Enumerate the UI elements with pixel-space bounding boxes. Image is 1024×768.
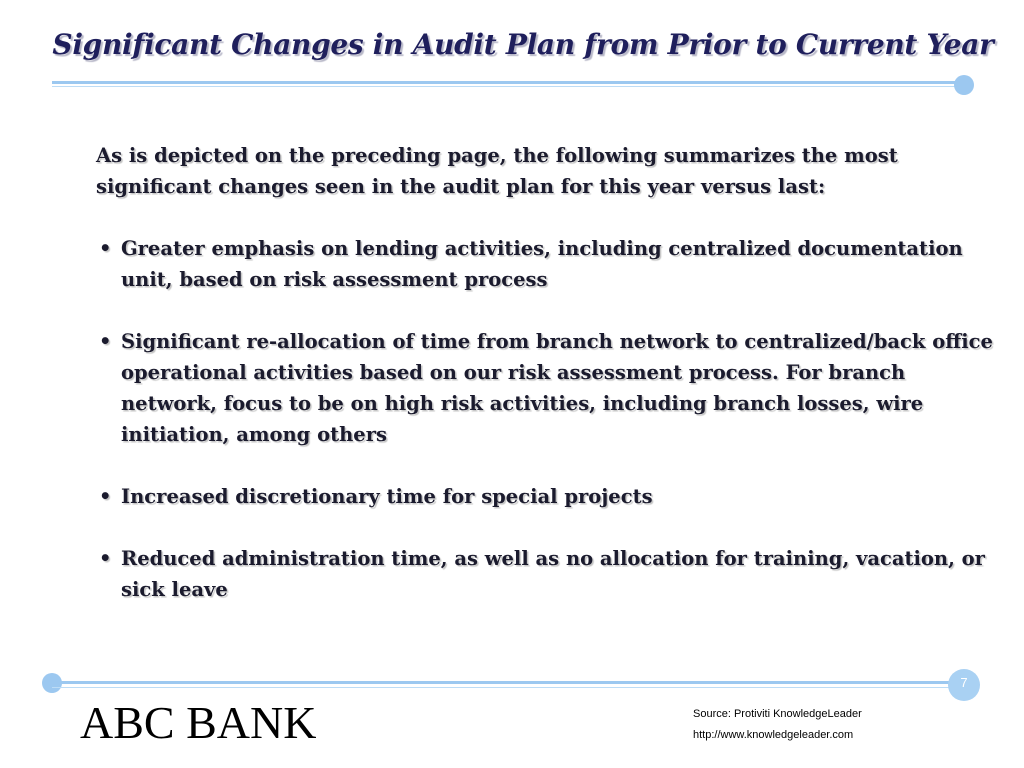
bullet-item [96,481,996,512]
slide-body [96,140,996,636]
bullet-icon: • [99,485,112,508]
bullet-icon: • [99,547,112,570]
source-url-link[interactable]: http://www.knowledgeleader.com [693,729,854,741]
intro-paragraph: As is depicted on the preceding page, the following summarizes the most significant changes seen in the audit plan for this year versus last: [96,144,898,198]
bullet-item [96,326,996,450]
bottom-divider [52,681,958,684]
bullet-text: Significant re-allocation of time from branch network to centralized/back office operational activities based on our risk assessment process. For branch network, focus to be on high risk activities, including branch losses, wire initiation, among others [121,330,993,446]
slide-title: Significant Changes in Audit Plan from Prior to Current Year [52,28,994,61]
bullet-list [96,233,996,605]
bullet-text: Reduced administration time, as well as no allocation for training, vacation, or sick leave [121,547,985,601]
bullet-item [96,233,996,295]
bullet-text: Increased discretionary time for special projects [121,485,653,508]
bullet-item [96,543,996,605]
source-credit [693,704,862,746]
top-divider-dot [954,75,974,95]
bullet-icon: • [99,237,112,260]
bullet-text: Greater emphasis on lending activities, including centralized documentation unit, based on risk assessment process [121,237,963,291]
page-number: 7 [948,669,980,701]
bank-logo: ABC BANK [80,697,317,748]
bottom-divider-thin [52,687,958,688]
top-divider [52,81,958,84]
top-divider-thin [52,86,958,87]
bullet-icon: • [99,330,112,353]
source-text: Source: Protiviti KnowledgeLeader [693,708,862,720]
